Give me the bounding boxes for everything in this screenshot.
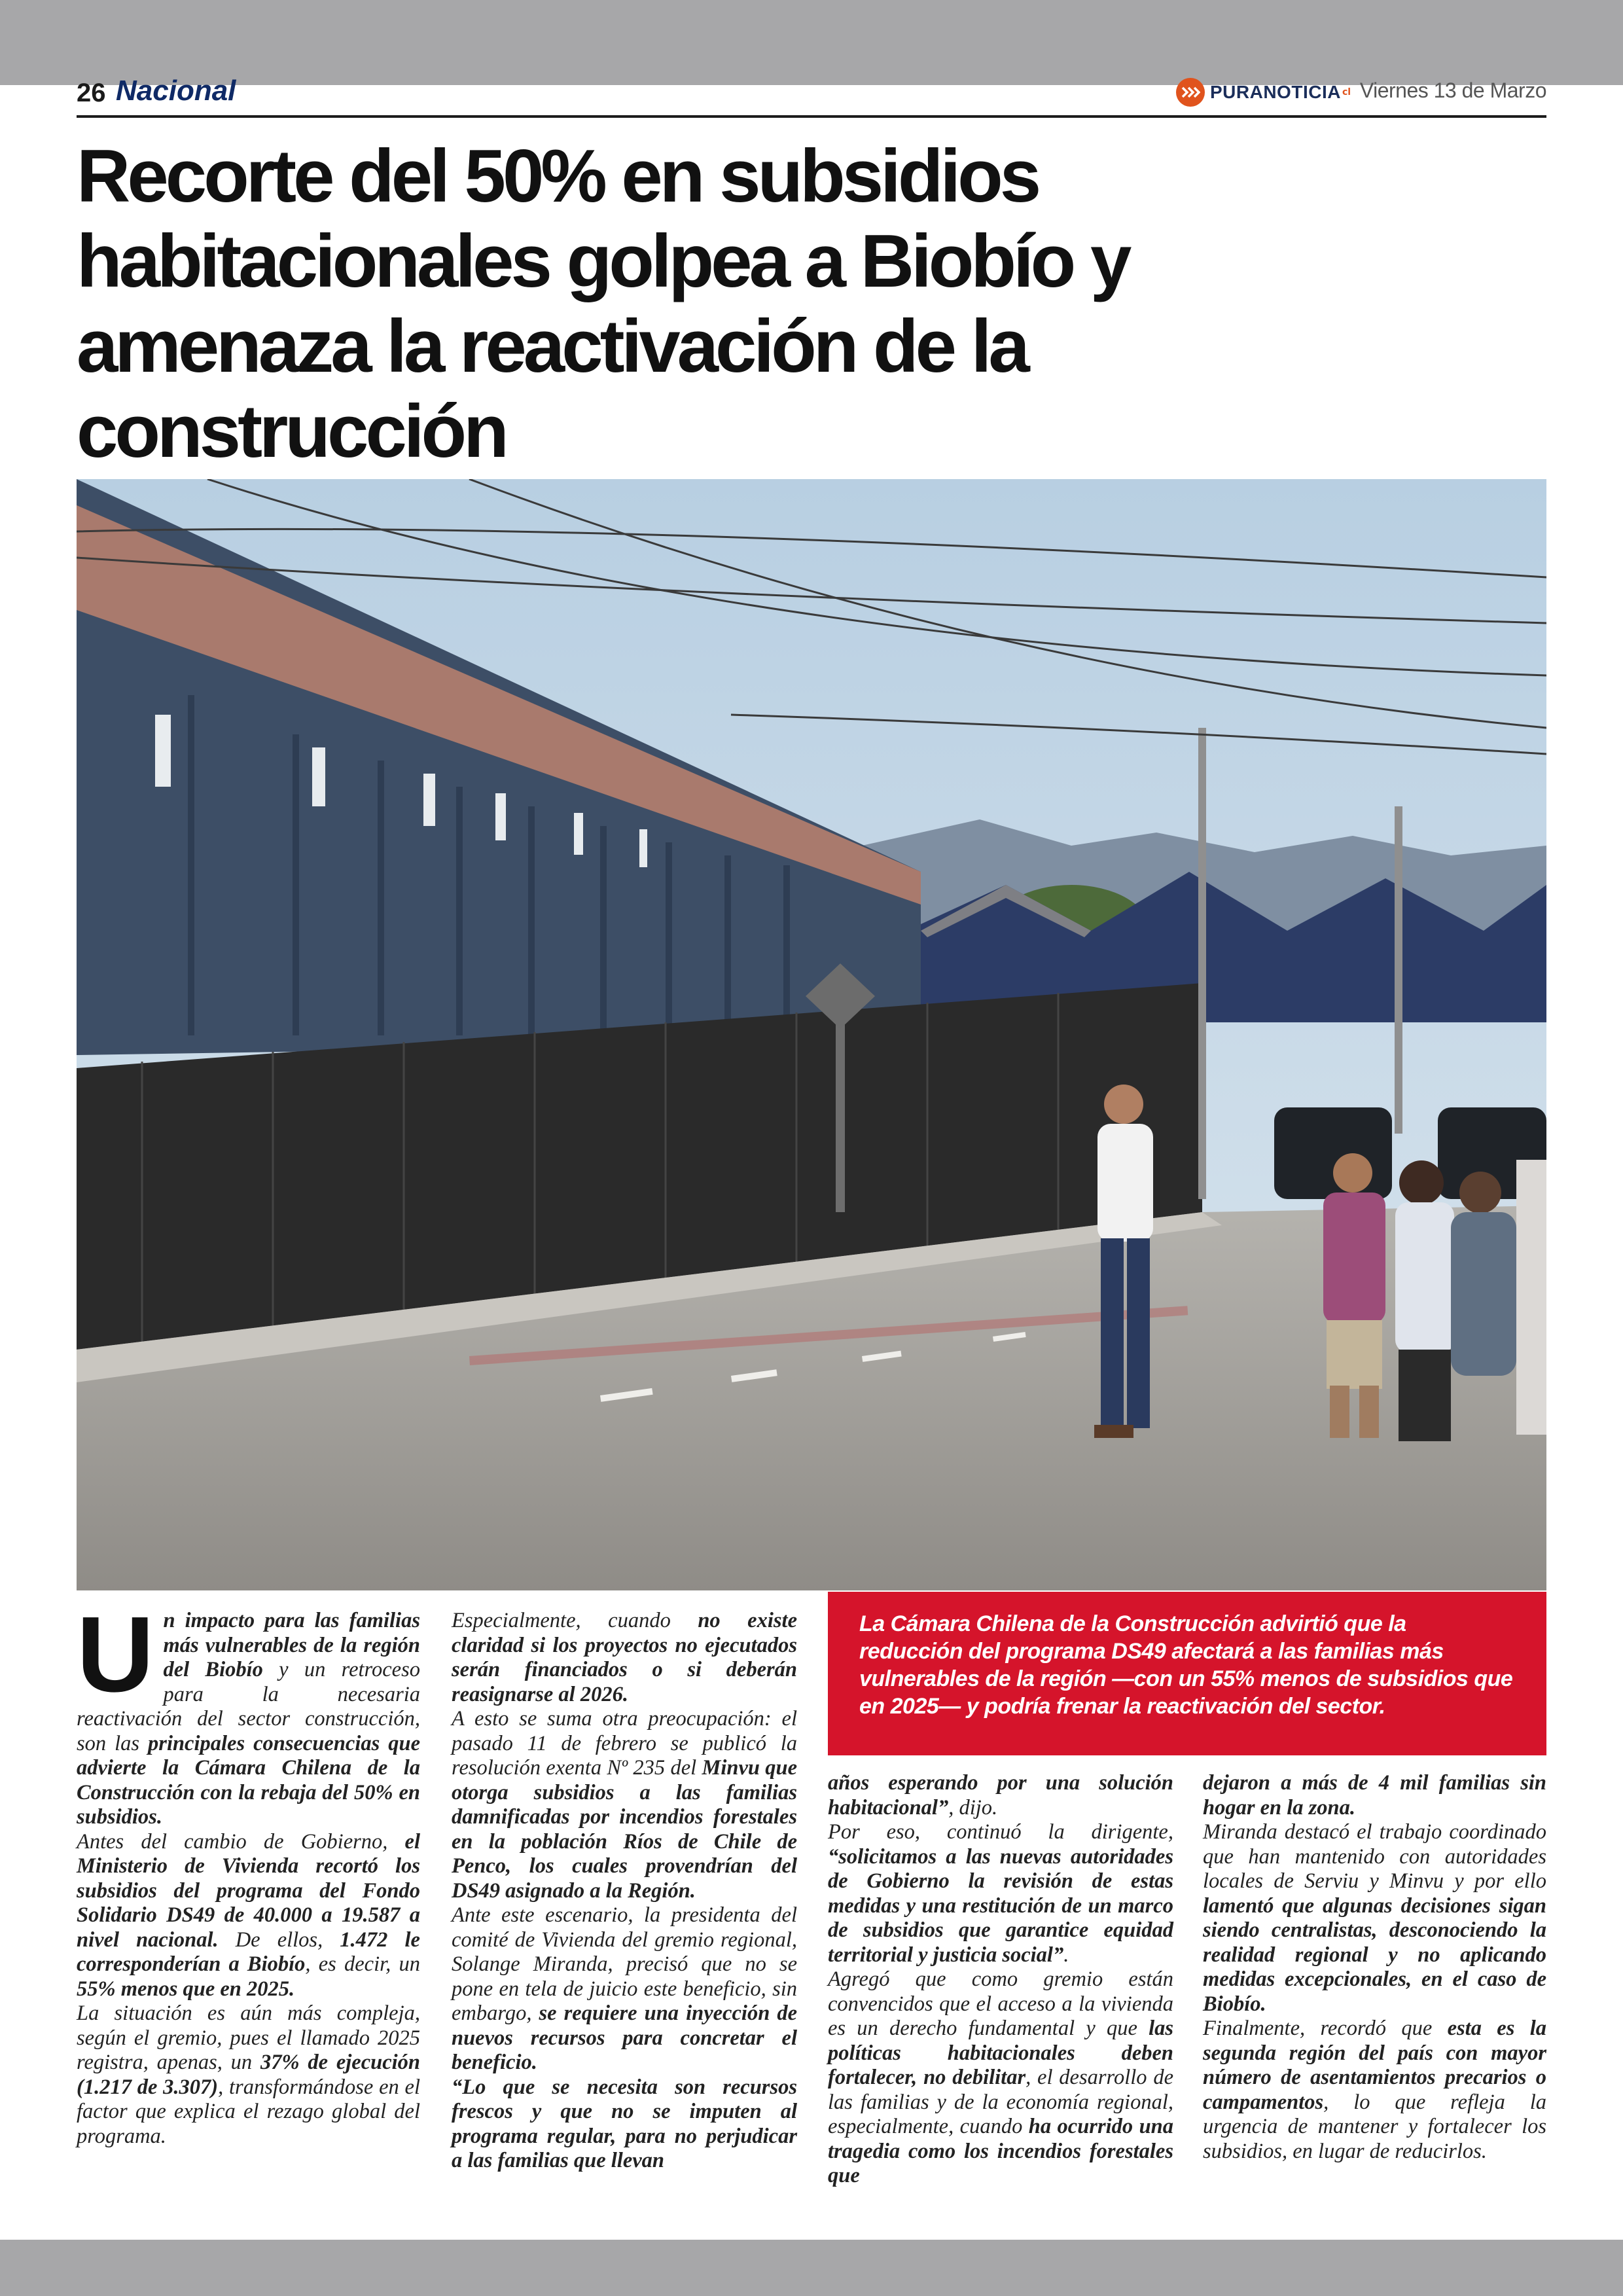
bold-text: dejaron a más de 4 mil familias sin hogar en la zona. — [1203, 1771, 1546, 1820]
body-text: Finalmente, recordó que — [1203, 2017, 1448, 2040]
body-text: y un retroceso para la necesaria reactivación del sector construcción, son las — [77, 1658, 420, 1755]
body-text: , lo que refleja la urgencia de mantener y fortalecer los subsidios, en lugar de reducirlos. — [1203, 2090, 1546, 2163]
article-photo — [77, 479, 1546, 1590]
callout-box: La Cámara Chilena de la Construcción advirtió que la reducción del programa DS49 afectará a las familias más vulnerables de la región —con un 55% menos de subsidios que en 2025— y podría frenar la reactivación del sector. — [828, 1592, 1546, 1755]
section-name: Nacional — [116, 75, 236, 107]
bold-text: 1.472 le corresponderían a Biobío — [77, 1928, 420, 1976]
bold-text: el Ministerio de Vivienda recortó los subsidios del programa del Fondo Solidario DS49 de 40.000 a 19.587 a nivel nacional. — [77, 1829, 420, 1952]
paragraph — [828, 1771, 1173, 1820]
paragraph — [1203, 2017, 1546, 2164]
paragraph — [1203, 1771, 1546, 1820]
paragraph — [452, 2075, 797, 2174]
brand-suffix: cl — [1342, 87, 1351, 98]
paragraph — [1203, 1820, 1546, 2017]
drop-cap: U — [77, 1594, 154, 1714]
bold-text: lamentó que algunas decisiones sigan siendo centralistas, desconociendo la realidad regional y no aplicando medidas excepcionales, en el caso de Biobío. — [1203, 1893, 1546, 2016]
body-text: , dijo. — [948, 1795, 998, 1820]
paragraph — [452, 1903, 797, 2075]
paragraph — [828, 1820, 1173, 1967]
body-text: . — [1063, 1943, 1069, 1967]
article-column-4 — [1203, 1771, 1546, 2164]
bold-text: se requiere una inyección de nuevos recursos para concretar el beneficio. — [452, 2001, 798, 2074]
body-text: De ellos, — [218, 1928, 340, 1952]
brand-name: PURANOTICIA — [1210, 82, 1341, 102]
issue-date: Viernes 13 de Marzo — [1359, 79, 1546, 102]
bold-text: no existe claridad si los proyectos no ejecutados serán financiados o si deberán reasignarse al 2026. — [452, 1609, 797, 1706]
brand-logo — [1176, 76, 1351, 109]
bold-text: esta es la segunda región del país con mayor número de asentamientos precarios o campamentos — [1203, 2017, 1546, 2114]
body-text: Agregó que como gremio están convencidos que el acceso a la vivienda es un derecho fundamental y que — [828, 1967, 1173, 2040]
paragraph — [77, 1830, 420, 2002]
body-text: , es decir, un — [305, 1952, 420, 1976]
man-figure — [1094, 1085, 1153, 1438]
bold-text: 37% de ejecución (1.217 de 3.307) — [77, 2051, 420, 2099]
paragraph — [77, 2001, 420, 2149]
article-column-2 — [452, 1609, 797, 2174]
body-text: , transformándose en el factor que explica el rezago global del programa. — [77, 2075, 420, 2148]
paragraph — [828, 1967, 1173, 2189]
chevron-right-icon — [1176, 78, 1205, 107]
body-text: Por eso, continuó la dirigente, — [828, 1820, 1173, 1844]
body-text: Ante este escenario, la presidenta del comité de Vivienda del gremio regional, Solange Miranda, precisó que no se pone en tela de juicio este beneficio, sin embargo, — [452, 1903, 797, 2025]
body-text: A esto se suma otra preocupación: el pasado 11 de febrero se publicó la resolución exenta Nº 235 del — [452, 1707, 797, 1780]
paragraph — [452, 1707, 797, 1903]
page-header — [77, 72, 1546, 118]
article-column-1 — [77, 1594, 420, 2149]
body-text: Antes del cambio de Gobierno, — [77, 1829, 405, 1854]
bold-text: años esperando por una solución habitacional” — [828, 1771, 1173, 1820]
bold-text: principales consecuencias que advierte la Cámara Chilena de la Construcción con la rebaja del 50% en subsidios. — [77, 1731, 420, 1829]
paragraph — [77, 1594, 420, 1830]
bold-text: “Lo que se necesita son recursos frescos y que no se imputen al programa regular, para no perjudicar a las familias que llevan — [452, 2075, 797, 2172]
bold-text: n impacto para las familias más vulnerables de la región del Biobío — [163, 1609, 420, 1681]
body-text: Especialmente, cuando — [452, 1609, 698, 1632]
article-headline: Recorte del 50% en subsidios habitacionales golpea a Biobío y amenaza la reactivación de la construcción — [77, 135, 1129, 473]
article-column-3 — [828, 1771, 1173, 2189]
body-text: Miranda destacó el trabajo coordinado que han mantenido con autoridades locales de Serviu y Minvu y por ello — [1203, 1820, 1546, 1893]
paragraph — [452, 1609, 797, 1707]
bold-text: 55% menos que en 2025. — [77, 1977, 295, 2001]
body-text: La situación es aún más compleja, según el gremio, pues el llamado 2025 registra, apenas, un — [77, 2001, 420, 2074]
bold-text: las políticas habitacionales deben fortalecer, no debilitar — [828, 2017, 1173, 2089]
bold-text: “solicitamos a las nuevas autoridades de Gobierno la revisión de estas medidas y una restitución de un marco de subsidios que garantice equidad territorial y justicia social” — [828, 1844, 1173, 1967]
page-number: 26 — [77, 79, 106, 107]
bold-text: Minvu que otorga subsidios a las familias damnificadas por incendios forestales en la población Ríos de Chile de Penco, los cuales provendrían del DS49 asignado a la Región. — [452, 1756, 797, 1903]
bold-text: ha ocurrido una tragedia como los incendios forestales que — [828, 2115, 1173, 2187]
body-text: , el desarrollo de las familias y de la economía regional, especialmente, cuando — [828, 2066, 1173, 2138]
